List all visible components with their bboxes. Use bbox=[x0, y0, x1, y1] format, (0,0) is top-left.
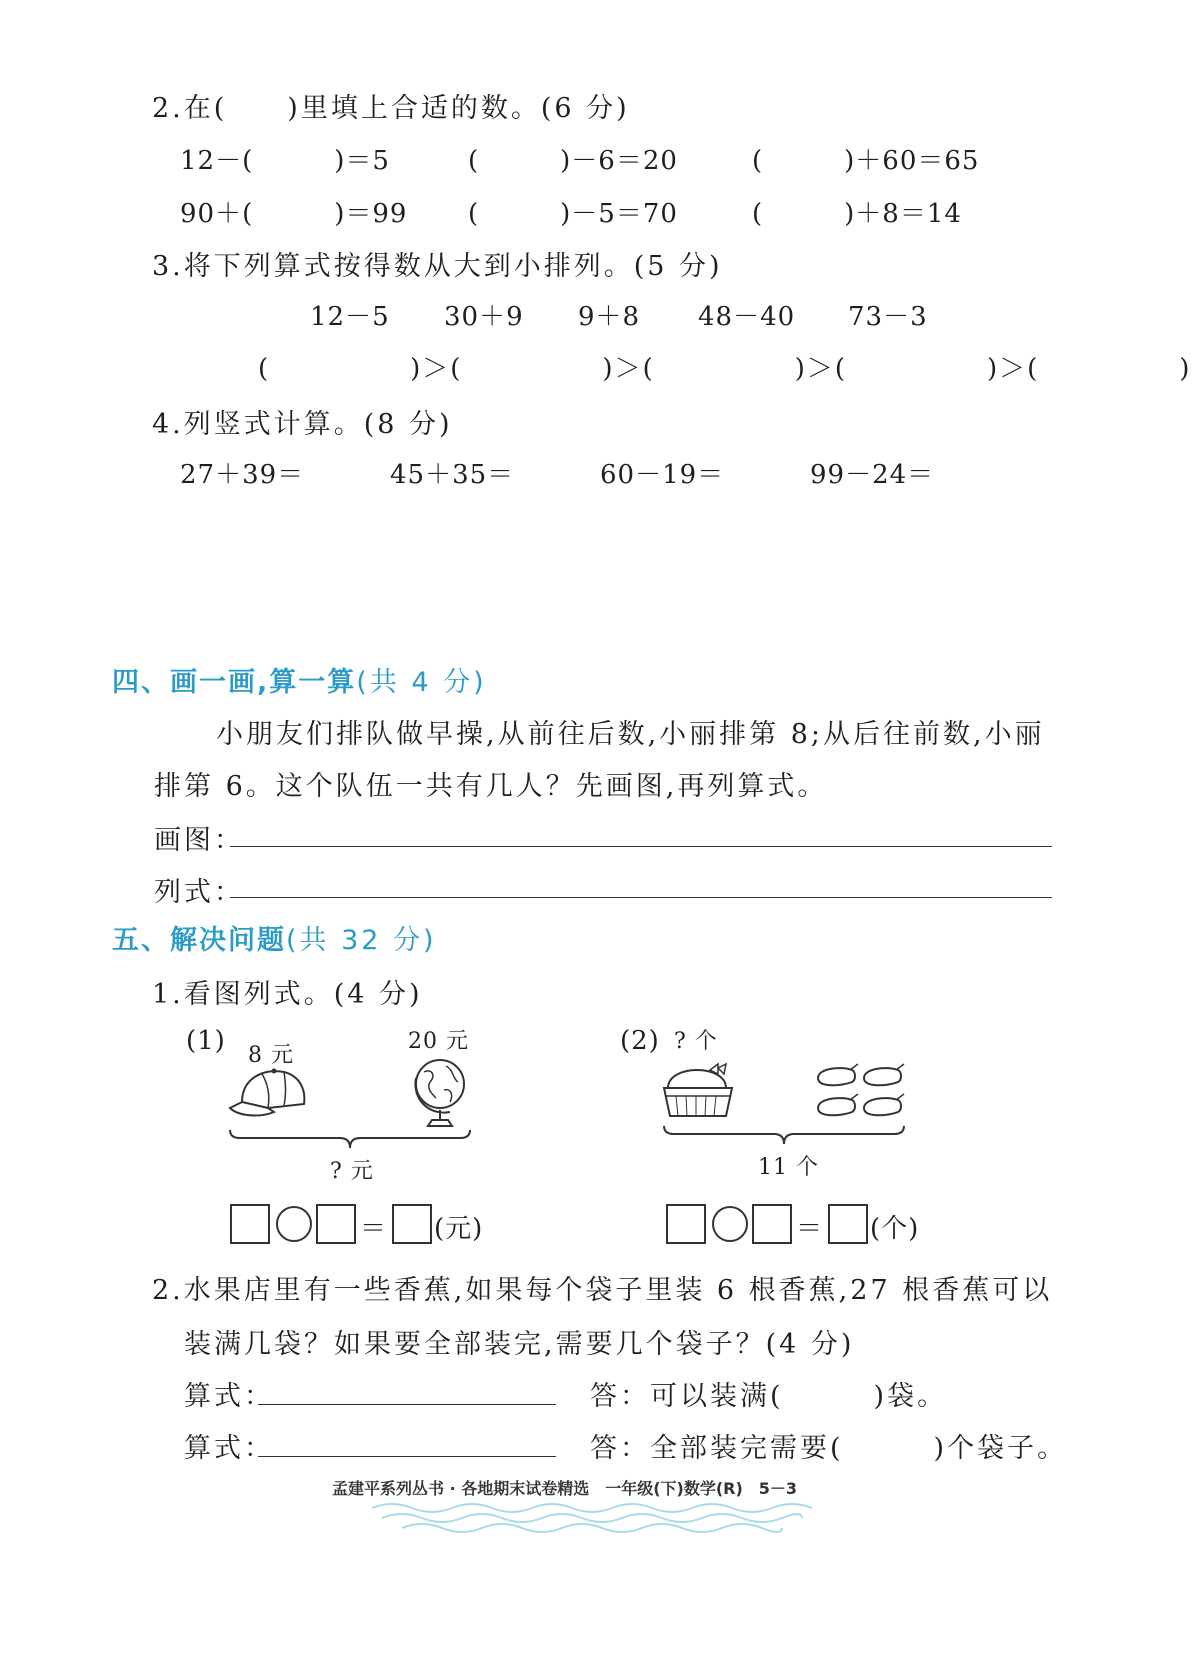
draw-label: 画图： bbox=[154, 825, 244, 856]
cap-icon bbox=[228, 1064, 308, 1124]
s5-q1-title: 1.看图列式。(4 分) bbox=[152, 979, 423, 1010]
picture-1-total: ? 元 bbox=[330, 1159, 374, 1184]
q2-eq-6: ( )＋8＝14 bbox=[752, 199, 962, 229]
q2-eq-3: ( )＋60＝65 bbox=[752, 146, 980, 176]
p2-unit: (个) bbox=[870, 1214, 920, 1244]
q3-expr-1: 12－5 bbox=[310, 302, 390, 332]
formula-1-line[interactable] bbox=[258, 1404, 556, 1405]
formula-answer-line[interactable] bbox=[230, 897, 1052, 898]
q2-eq-1: 12－( )＝5 bbox=[180, 146, 390, 176]
q3-expr-4: 48－40 bbox=[698, 302, 796, 332]
footer-text: 孟建平系列丛书 · 各地期末试卷精选 一年级(下)数学(R) 5－3 bbox=[332, 1479, 798, 1498]
basket-count: ? 个 bbox=[674, 1029, 718, 1054]
section-4-paragraph-1: 小朋友们排队做早操,从前往后数,小丽排第 8;从后往前数,小丽 bbox=[216, 719, 1045, 750]
q3-expr-3: 9＋8 bbox=[578, 302, 641, 332]
s5-q2-line-1: 2.水果店里有一些香蕉,如果每个袋子里装 6 根香蕉,27 根香蕉可以 bbox=[152, 1275, 1053, 1306]
globe-price: 20 元 bbox=[408, 1029, 469, 1054]
q3-expr-2: 30＋9 bbox=[444, 302, 524, 332]
formula-1-label: 算式： bbox=[184, 1381, 274, 1412]
s5-q2-line-2: 装满几袋？如果要全部装完,需要几个袋子？(4 分) bbox=[184, 1329, 855, 1360]
section-4-paragraph-2: 排第 6。这个队伍一共有几人？先画图,再列算式。 bbox=[154, 771, 828, 802]
p1-operator-circle[interactable] bbox=[276, 1206, 312, 1242]
p2-operator-circle[interactable] bbox=[712, 1206, 748, 1242]
q4-expr-4: 99－24＝ bbox=[810, 460, 935, 490]
basket-icon bbox=[662, 1058, 734, 1120]
q4-expr-1: 27＋39＝ bbox=[180, 460, 305, 490]
p1-unit: (元) bbox=[434, 1214, 484, 1244]
section-4-heading: 四、画一画,算一算(共 4 分) bbox=[112, 667, 487, 698]
answer-1: 答：可以装满( )袋。 bbox=[590, 1381, 948, 1412]
picture-2-total: 11 个 bbox=[758, 1155, 819, 1180]
q2-eq-4: 90＋( )＝99 bbox=[180, 199, 408, 229]
eggplant-group-icon bbox=[812, 1058, 908, 1124]
q4-expr-3: 60－19＝ bbox=[600, 460, 725, 490]
draw-answer-line[interactable] bbox=[230, 846, 1052, 847]
cap-price: 8 元 bbox=[248, 1043, 294, 1068]
footer-wave-decoration bbox=[372, 1500, 812, 1540]
q3-order-line: ( )＞( )＞( )＞( )＞( ) bbox=[258, 354, 1192, 384]
picture-1-brace bbox=[228, 1128, 472, 1150]
globe-icon bbox=[406, 1054, 476, 1130]
picture-2-brace bbox=[662, 1124, 906, 1146]
p1-answer-box-1[interactable] bbox=[230, 1204, 270, 1244]
formula-2-line[interactable] bbox=[258, 1456, 556, 1457]
q4-expr-2: 45＋35＝ bbox=[390, 460, 515, 490]
formula-2-label: 算式： bbox=[184, 1433, 274, 1464]
p2-answer-box-2[interactable] bbox=[752, 1204, 792, 1244]
q2-eq-5: ( )－5＝70 bbox=[468, 199, 678, 229]
q3-title: 3.将下列算式按得数从大到小排列。(5 分) bbox=[152, 251, 723, 282]
p2-answer-box-1[interactable] bbox=[666, 1204, 706, 1244]
q2-title: 2.在( )里填上合适的数。(6 分) bbox=[152, 93, 630, 124]
section-5-heading: 五、解决问题(共 32 分) bbox=[112, 925, 437, 956]
p2-answer-box-3[interactable] bbox=[828, 1204, 868, 1244]
q2-eq-2: ( )－6＝20 bbox=[468, 146, 678, 176]
answer-2: 答：全部装完需要( )个袋子。 bbox=[590, 1433, 1068, 1464]
q3-expr-5: 73－3 bbox=[848, 302, 928, 332]
p1-answer-box-2[interactable] bbox=[316, 1204, 356, 1244]
q4-title: 4.列竖式计算。(8 分) bbox=[152, 409, 453, 440]
picture-2-label: (2) bbox=[620, 1026, 660, 1056]
picture-1-label: (1) bbox=[186, 1026, 226, 1056]
p1-equals-sign: ＝ bbox=[360, 1214, 388, 1244]
p2-equals-sign: ＝ bbox=[796, 1214, 824, 1244]
formula-label: 列式： bbox=[154, 877, 244, 908]
p1-answer-box-3[interactable] bbox=[392, 1204, 432, 1244]
